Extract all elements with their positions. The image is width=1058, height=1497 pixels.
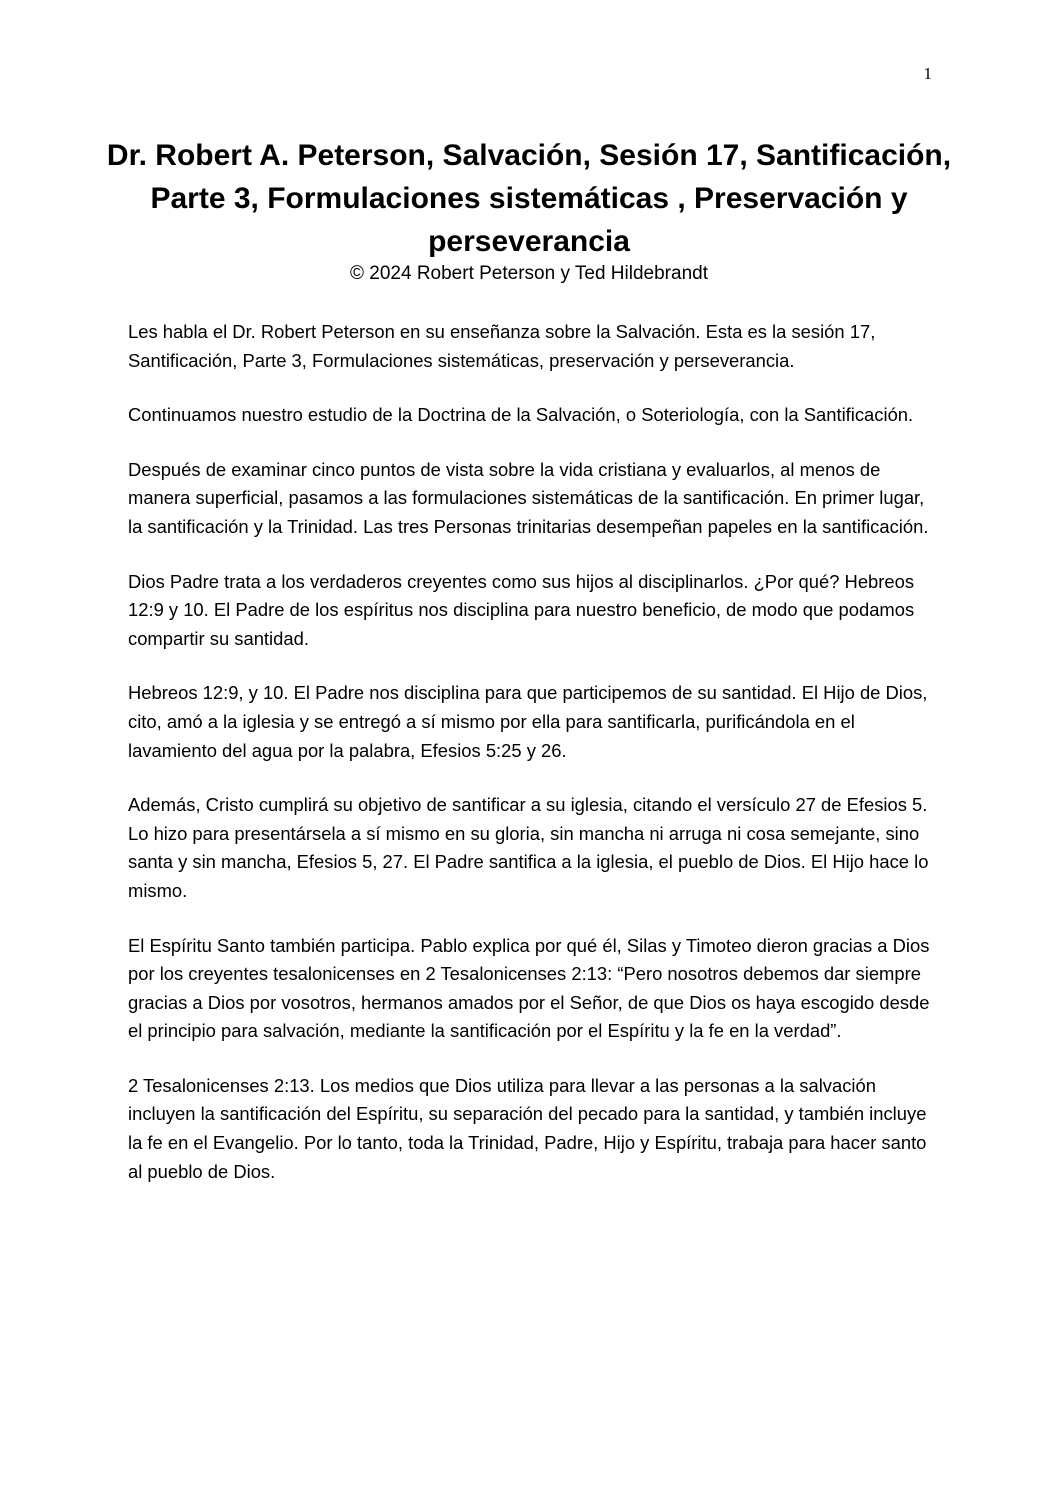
paragraph: Continuamos nuestro estudio de la Doctrina de la Salvación, o Soteriología, con la Santificación. [128, 404, 914, 426]
paragraph: Les habla el Dr. Robert Peterson en su enseñanza sobre la Salvación. Esta es la sesión 17, Santificación, Parte 3, Formulaciones sistemáticas, preservación y perseverancia. [128, 321, 876, 371]
paragraph: Hebreos 12:9, y 10. El Padre nos disciplina para que participemos de su santidad. El Hijo de Dios, cito, amó a la iglesia y se entregó a sí mismo por ella para santificarla, purificándola en el lavamiento del agua por la palabra, Efesios 5:25 y 26. [128, 682, 928, 761]
paragraph: Dios Padre trata a los verdaderos creyentes como sus hijos al disciplinarlos. ¿Por qué? Hebreos 12:9 y 10. El Padre de los espíritus nos disciplina para nuestro beneficio, de modo que podamos compartir su santidad. [128, 570, 915, 649]
document-body [128, 318, 938, 1212]
document-header [100, 134, 958, 285]
copyright-line: © 2024 Robert Peterson y Ted Hildebrandt [350, 263, 708, 284]
paragraph: 2 Tesalonicenses 2:13. Los medios que Dios utiliza para llevar a las personas a la salvación incluyen la santificación del Espíritu, su separación del pecado para la santidad, y también incluye la fe en el Evangelio. Por lo tanto, toda la Trinidad, Padre, Hijo y Espíritu, trabaja para hacer santo al pueblo de Dios. [128, 1074, 927, 1182]
document-title: Dr. Robert A. Peterson, Salvación, Sesión 17, Santificación, Parte 3, Formulaciones sistemáticas , Preservación y perseverancia [106, 139, 952, 258]
paragraph: Además, Cristo cumplirá su objetivo de santificar a su iglesia, citando el versículo 27 de Efesios 5. Lo hizo para presentársela a sí mismo en su gloria, sin mancha ni arruga ni cosa semejante, sino santa y sin mancha, Efesios 5, 27. El Padre santifica a la iglesia, el pueblo de Dios. El Hijo hace lo mismo. [128, 794, 929, 901]
paragraph: Después de examinar cinco puntos de vista sobre la vida cristiana y evaluarlos, al menos de manera superficial, pasamos a las formulaciones sistemáticas de la santificación. En primer lugar, la santificación y la Trinidad. Las tres Personas trinitarias desempeñan papeles en la santificación. [128, 458, 929, 537]
paragraph: El Espíritu Santo también participa. Pablo explica por qué él, Silas y Timoteo dieron gracias a Dios por los creyentes tesalonicenses en 2 Tesalonicenses 2:13: “Pero nosotros debemos dar siempre gracias a Dios por vosotros, hermanos amados por el Señor, de que Dios os haya escogido desde el principio para salvación, mediante la santificación por el Espíritu y la fe en la verdad”. [128, 934, 930, 1042]
page-number: 1 [923, 64, 932, 83]
